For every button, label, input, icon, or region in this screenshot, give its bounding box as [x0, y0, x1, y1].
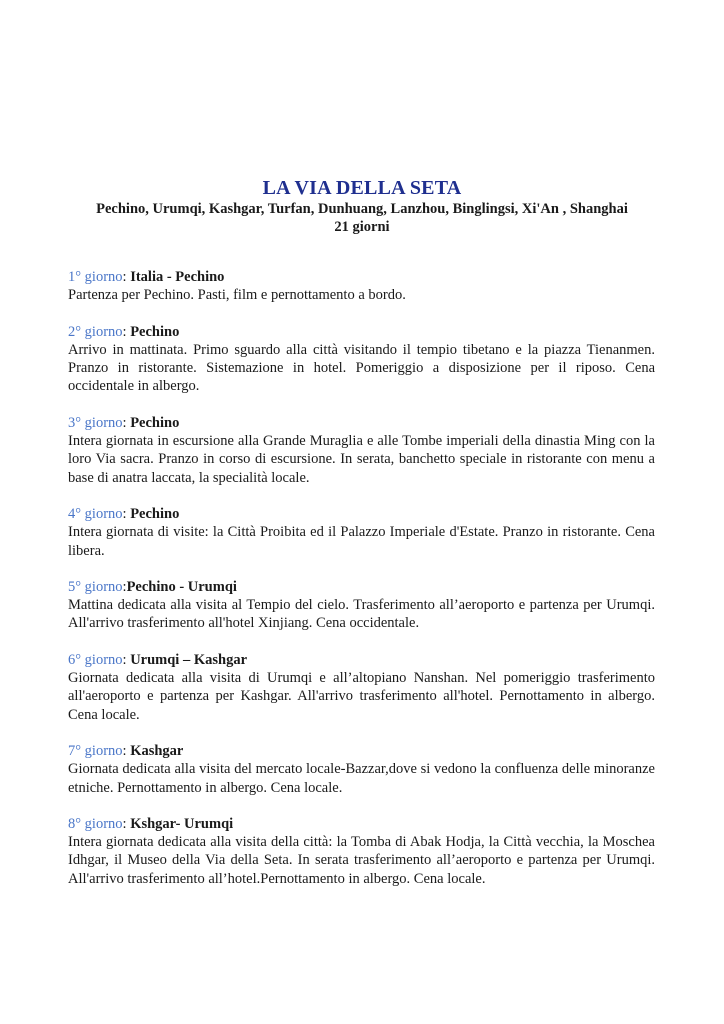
day-separator: : [122, 815, 131, 832]
day-number: 8° giorno [68, 815, 123, 832]
day-number: 5° giorno [68, 578, 123, 595]
day-destination: Urumqi – Kashgar [130, 651, 248, 668]
itinerary-list [68, 268, 655, 906]
day-description: Intera giornata dedicata alla visita della città: la Tomba di Abak Hodja, la Città vecchia, la Moschea Idhgar, il Museo della Via della Seta. In serata trasferimento all’aeroporto e partenza per Urumqi. All'arrivo trasferimento all’hotel.Pernottamento in albergo. Cena locale. [68, 834, 655, 887]
day-destination: Pechino [130, 505, 180, 522]
day-description: Mattina dedicata alla visita al Tempio del cielo. Trasferimento all’aeroporto e partenza per Urumqi. All'arrivo trasferimento all'hotel Xinjiang. Cena occidentale. [68, 597, 655, 632]
day-heading [68, 414, 655, 432]
itinerary-day [68, 323, 655, 396]
day-destination: Kshgar- Urumqi [130, 815, 234, 832]
day-heading [68, 742, 655, 760]
day-description: Giornata dedicata alla visita del mercato locale-Bazzar,dove si vedono la confluenza delle minoranze etniche. Pernottamento in albergo. Cena locale. [68, 761, 655, 796]
day-separator: : [122, 414, 131, 431]
day-description: Intera giornata in escursione alla Grande Muraglia e alle Tombe imperiali della dinastia Ming con la loro Via sacra. Pranzo in corso di escursione. In serata, banchetto speciale in ristorante con menu a base di anatra laccata, la specialità locale. [68, 433, 655, 486]
day-number: 1° giorno [68, 269, 123, 285]
document-header [0, 176, 724, 236]
itinerary-day [68, 414, 655, 487]
day-number: 3° giorno [68, 414, 123, 431]
day-separator: : [122, 742, 131, 759]
day-heading [68, 651, 655, 669]
day-separator: : [122, 323, 131, 340]
day-separator: : [122, 578, 127, 595]
day-separator: : [122, 651, 131, 668]
day-number: 7° giorno [68, 742, 123, 759]
trip-duration: 21 giorni [334, 219, 390, 235]
day-destination: Italia - Pechino [130, 269, 225, 285]
day-number: 2° giorno [68, 323, 123, 340]
day-separator: : [122, 505, 131, 522]
day-heading [68, 815, 655, 833]
itinerary-day [68, 815, 655, 888]
day-description: Intera giornata di visite: la Città Proibita ed il Palazzo Imperiale d'Estate. Pranzo in ristorante. Cena libera. [68, 524, 655, 559]
itinerary-day [68, 268, 655, 305]
day-heading [68, 578, 655, 596]
itinerary-day [68, 742, 655, 797]
itinerary-day [68, 505, 655, 560]
day-destination: Pechino [130, 323, 180, 340]
day-number: 6° giorno [68, 651, 123, 668]
day-heading [68, 323, 655, 341]
day-description: Arrivo in mattinata. Primo sguardo alla città visitando il tempio tibetano e la piazza Tienanmen. Pranzo in ristorante. Sistemazione in hotel. Pomeriggio a disposizione per il riposo. Cena occidentale in albergo. [68, 341, 655, 395]
itinerary-day [68, 651, 655, 724]
day-destination: Kashgar [130, 742, 184, 759]
day-heading [68, 268, 655, 286]
day-heading [68, 505, 655, 523]
itinerary-cities: Pechino, Urumqi, Kashgar, Turfan, Dunhuang, Lanzhou, Binglingsi, Xi'An , Shanghai [96, 201, 628, 217]
day-description: Partenza per Pechino. Pasti, film e pernottamento a bordo. [68, 287, 406, 304]
day-destination: Pechino [130, 414, 180, 431]
day-number: 4° giorno [68, 505, 123, 522]
day-separator: : [122, 269, 131, 285]
day-destination: Pechino - Urumqi [126, 578, 237, 595]
day-description: Giornata dedicata alla visita di Urumqi e all’altopiano Nanshan. Nel pomeriggio trasferimento all'aeroporto e partenza per Kashgar. All'arrivo trasferimento all'hotel. Pernottamento in albergo. Cena locale. [68, 670, 655, 723]
itinerary-day [68, 578, 655, 633]
document-title: LA VIA DELLA SETA [262, 177, 462, 199]
